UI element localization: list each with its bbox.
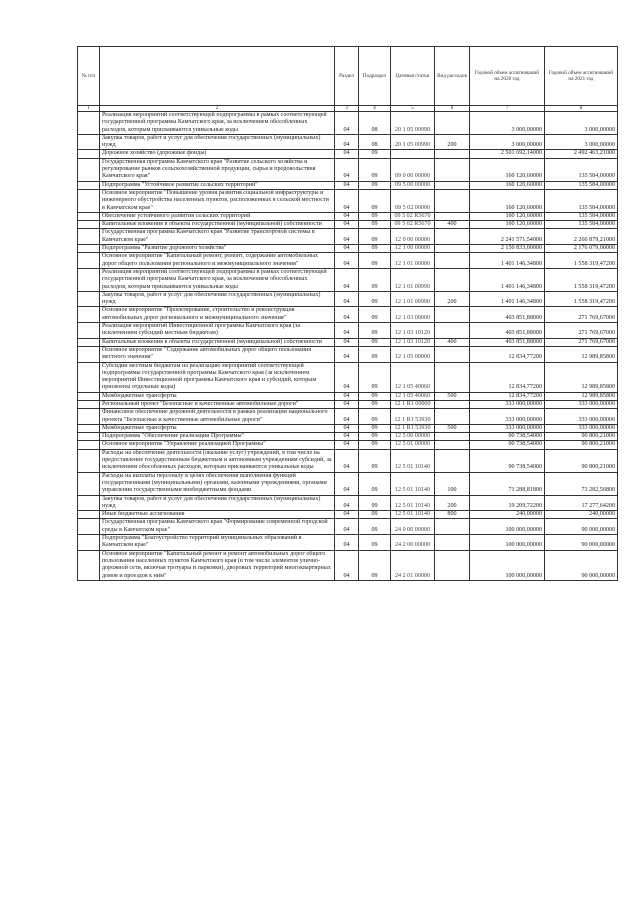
row-celevaya-statya: 20 1 05 00990 (391, 134, 435, 150)
row-amount-2020: 403 851,88000 (470, 338, 545, 346)
row-razdel: 04 (335, 158, 359, 181)
row-razdel: 04 (335, 519, 359, 535)
column-number: 7 (470, 106, 545, 112)
row-amount-2021: 90 800,21000 (545, 433, 618, 441)
row-amount-2020: 403 851,88000 (470, 307, 545, 323)
row-vid-raskhodov (435, 212, 470, 220)
row-podrazdel: 09 (359, 268, 391, 291)
row-amount-2021: 135 584,00000 (545, 158, 618, 181)
row-vid-raskhodov: 500 (435, 424, 470, 432)
row-razdel: 04 (335, 449, 359, 472)
row-number (78, 519, 100, 535)
row-razdel: 04 (335, 550, 359, 580)
row-amount-2021: 12 989,85800 (545, 392, 618, 400)
row-amount-2021: 90 800,21000 (545, 441, 618, 449)
row-name: Обеспечение устойчивого развития сельских территорий (100, 212, 335, 220)
row-vid-raskhodov (435, 189, 470, 212)
row-number (78, 245, 100, 253)
header-podrazdel: Подраздел (359, 47, 391, 106)
row-celevaya-statya: 12 1 05 00000 (391, 346, 435, 362)
row-celevaya-statya: 12 1 01 00000 (391, 253, 435, 269)
row-razdel: 04 (335, 424, 359, 432)
row-vid-raskhodov (435, 323, 470, 339)
row-name: Подпрограмма "Устойчивое развитие сельских территорий" (100, 181, 335, 189)
row-amount-2020: 2 150 833,00000 (470, 245, 545, 253)
row-amount-2021: 135 584,00000 (545, 212, 618, 220)
row-name: Межбюджетные трансферты (100, 392, 335, 400)
column-number: 5 (391, 106, 435, 112)
row-celevaya-statya: 09 5 00 00000 (391, 181, 435, 189)
row-number (78, 291, 100, 307)
row-vid-raskhodov (435, 158, 470, 181)
column-number: 8 (545, 106, 618, 112)
row-amount-2021: 90 000,00000 (545, 535, 618, 551)
table-row (78, 550, 618, 580)
row-number (78, 134, 100, 150)
row-razdel: 04 (335, 441, 359, 449)
row-razdel: 04 (335, 362, 359, 392)
row-razdel: 04 (335, 245, 359, 253)
table-row (78, 134, 618, 150)
row-podrazdel: 09 (359, 441, 391, 449)
row-name: Капитальные вложения в объекты государственной (муниципальной) собственности (100, 221, 335, 229)
row-razdel: 04 (335, 392, 359, 400)
row-name: Дорожное хозяйство (дорожные фонды) (100, 150, 335, 158)
row-celevaya-statya (391, 150, 435, 158)
row-razdel: 04 (335, 212, 359, 220)
row-name: Закупка товаров, работ и услуг для обеспечения государственных (муниципальных) нужд (100, 291, 335, 307)
row-podrazdel: 09 (359, 181, 391, 189)
row-name: Расходы на выплаты персоналу в целях обеспечения выполнения функций государственными (муниципальными) органами, казенными учреждениями, органами управления государственными внебюджетными фондами (100, 472, 335, 495)
row-celevaya-statya: 09 5 02 R5670 (391, 212, 435, 220)
row-podrazdel: 08 (359, 134, 391, 150)
table-row (78, 362, 618, 392)
row-vid-raskhodov (435, 409, 470, 425)
row-name: Капитальные вложения в объекты государственной (муниципальной) собственности (100, 338, 335, 346)
table-row (78, 229, 618, 245)
row-vid-raskhodov (435, 181, 470, 189)
row-podrazdel: 09 (359, 346, 391, 362)
row-name: Подпрограмма "Развитие дорожного хозяйства" (100, 245, 335, 253)
row-number (78, 189, 100, 212)
row-podrazdel: 09 (359, 511, 391, 519)
row-razdel: 04 (335, 134, 359, 150)
row-razdel: 04 (335, 253, 359, 269)
table-body (78, 106, 618, 581)
row-name: Основное мероприятие "Управление реализацией Программы" (100, 441, 335, 449)
row-number (78, 181, 100, 189)
table-row (78, 400, 618, 408)
row-celevaya-statya: 24 2 00 00000 (391, 535, 435, 551)
column-number: 2 (100, 106, 335, 112)
row-celevaya-statya: 12 1 R1 53930 (391, 409, 435, 425)
row-podrazdel: 09 (359, 212, 391, 220)
column-number: 1 (78, 106, 100, 112)
table-row (78, 424, 618, 432)
row-amount-2020: 160 120,60000 (470, 221, 545, 229)
table-row (78, 338, 618, 346)
table-row (78, 189, 618, 212)
row-celevaya-statya: 12 1 R1 00000 (391, 400, 435, 408)
row-amount-2020: 333 000,00000 (470, 400, 545, 408)
row-amount-2021: 271 769,67000 (545, 323, 618, 339)
row-amount-2021: 2 492 463,21000 (545, 150, 618, 158)
row-celevaya-statya: 09 5 02 R5670 (391, 221, 435, 229)
row-amount-2021: 90 800,21000 (545, 449, 618, 472)
row-podrazdel: 09 (359, 189, 391, 212)
table-row (78, 409, 618, 425)
row-amount-2021: 333 000,00000 (545, 400, 618, 408)
row-amount-2020: 333 000,00000 (470, 409, 545, 425)
row-amount-2020: 160 120,60000 (470, 189, 545, 212)
row-razdel: 04 (335, 433, 359, 441)
row-vid-raskhodov (435, 449, 470, 472)
row-podrazdel: 09 (359, 424, 391, 432)
row-amount-2021: 2 266 879,21000 (545, 229, 618, 245)
row-podrazdel: 09 (359, 519, 391, 535)
row-name: Реализация мероприятий соответствующей подпрограммы в рамках соответствующей государственной программы Камчатского края, за исключением обособленных расходов, которым присваиваются уникальные коды (100, 268, 335, 291)
table-row (78, 253, 618, 269)
row-amount-2021: 17 277,64200 (545, 495, 618, 511)
row-name: Основное мероприятие "Капитальный ремонт и ремонт автомобильных дорог общего пользования населенных пунктов Камчатского края (в том числе элементов улично-дорожной сети, включая тротуары и парковки), дворовых территорий многоквартирных домов и проездов к ним" (100, 550, 335, 580)
row-vid-raskhodov (435, 253, 470, 269)
row-razdel: 04 (335, 291, 359, 307)
row-celevaya-statya: 12 1 00 00000 (391, 245, 435, 253)
row-vid-raskhodov: 200 (435, 134, 470, 150)
row-name: Государственная программа Камчатского края "Формирование современной городской среды в Камчатском крае" (100, 519, 335, 535)
row-vid-raskhodov (435, 433, 470, 441)
row-amount-2020: 160 120,60000 (470, 158, 545, 181)
row-number (78, 338, 100, 346)
row-number (78, 472, 100, 495)
row-number (78, 221, 100, 229)
table-row (78, 221, 618, 229)
row-celevaya-statya: 12 5 01 10140 (391, 472, 435, 495)
row-amount-2021: 135 584,00000 (545, 221, 618, 229)
row-name: Межбюджетные трансферты (100, 424, 335, 432)
row-razdel: 04 (335, 307, 359, 323)
row-celevaya-statya: 12 5 00 00000 (391, 433, 435, 441)
table-row (78, 346, 618, 362)
row-vid-raskhodov (435, 268, 470, 291)
row-name: Государственная программа Камчатского края "Развитие транспортной системы в Камчатском крае" (100, 229, 335, 245)
row-number (78, 511, 100, 519)
row-amount-2020: 90 738,54000 (470, 441, 545, 449)
row-vid-raskhodov (435, 362, 470, 392)
table-row (78, 150, 618, 158)
row-amount-2021: 12 989,85800 (545, 362, 618, 392)
row-vid-raskhodov (435, 112, 470, 135)
row-amount-2020: 2 501 692,14000 (470, 150, 545, 158)
row-number (78, 441, 100, 449)
row-podrazdel: 09 (359, 291, 391, 307)
table-row (78, 511, 618, 519)
column-number: 6 (435, 106, 470, 112)
row-amount-2020: 160 120,60000 (470, 181, 545, 189)
row-vid-raskhodov (435, 150, 470, 158)
row-razdel: 04 (335, 268, 359, 291)
row-celevaya-statya: 12 1 03 10120 (391, 338, 435, 346)
row-razdel: 04 (335, 338, 359, 346)
row-amount-2021: 1 558 319,47200 (545, 291, 618, 307)
row-razdel: 04 (335, 229, 359, 245)
row-vid-raskhodov (435, 346, 470, 362)
row-number (78, 307, 100, 323)
row-razdel: 04 (335, 400, 359, 408)
row-amount-2020: 1 401 146,34800 (470, 291, 545, 307)
row-amount-2020: 71 288,81800 (470, 472, 545, 495)
row-vid-raskhodov (435, 441, 470, 449)
row-amount-2020: 1 401 146,34800 (470, 268, 545, 291)
row-podrazdel: 09 (359, 472, 391, 495)
table-row (78, 245, 618, 253)
budget-table (77, 46, 618, 581)
table-row (78, 441, 618, 449)
row-podrazdel: 09 (359, 338, 391, 346)
row-amount-2020: 90 738,54000 (470, 449, 545, 472)
row-celevaya-statya: 20 1 05 00990 (391, 112, 435, 135)
row-amount-2020: 100 000,00000 (470, 519, 545, 535)
row-amount-2021: 3 000,00000 (545, 134, 618, 150)
row-podrazdel: 09 (359, 495, 391, 511)
row-number (78, 550, 100, 580)
row-number (78, 495, 100, 511)
row-number (78, 449, 100, 472)
row-name: Подпрограмма "Благоустройство территорий муниципальных образований в Камчатском крае" (100, 535, 335, 551)
row-celevaya-statya: 09 0 00 00000 (391, 158, 435, 181)
header-vid: Вид расходов (435, 47, 470, 106)
row-razdel: 04 (335, 112, 359, 135)
row-amount-2020: 333 000,00000 (470, 424, 545, 432)
table-row (78, 392, 618, 400)
row-name: Основное мероприятие "Капитальный ремонт, ремонт, содержание автомобильных дорог общего пользования регионального и межмуниципального значения" (100, 253, 335, 269)
row-razdel: 04 (335, 472, 359, 495)
row-vid-raskhodov (435, 245, 470, 253)
row-number (78, 362, 100, 392)
column-number: 4 (359, 106, 391, 112)
table-row (78, 307, 618, 323)
row-amount-2020: 3 000,00000 (470, 112, 545, 135)
row-amount-2020: 160 120,60000 (470, 212, 545, 220)
row-name: Финансовое обеспечение дорожной деятельности в рамках реализации национального проекта "Безопасные и качественные автомобильные дороги" (100, 409, 335, 425)
row-number (78, 409, 100, 425)
row-name: Региональный проект "Безопасные и качественные автомобильные дороги" (100, 400, 335, 408)
row-podrazdel: 09 (359, 307, 391, 323)
row-amount-2020: 1 401 146,34800 (470, 253, 545, 269)
header-name (100, 47, 335, 106)
row-celevaya-statya: 12 5 01 10140 (391, 495, 435, 511)
row-vid-raskhodov (435, 229, 470, 245)
row-number (78, 323, 100, 339)
table-row (78, 323, 618, 339)
row-vid-raskhodov: 800 (435, 511, 470, 519)
row-number (78, 346, 100, 362)
row-number (78, 253, 100, 269)
row-podrazdel: 09 (359, 400, 391, 408)
row-razdel: 04 (335, 181, 359, 189)
row-vid-raskhodov (435, 550, 470, 580)
row-celevaya-statya: 12 1 01 00990 (391, 268, 435, 291)
row-amount-2020: 403 851,88000 (470, 323, 545, 339)
row-amount-2021: 2 176 079,00000 (545, 245, 618, 253)
row-amount-2021: 333 000,00000 (545, 409, 618, 425)
header-2021: Годовой объем ассигнований на 2021 год (545, 47, 618, 106)
row-name: Реализация мероприятий соответствующей подпрограммы в рамках соответствующей государственной программы Камчатского края, за исключением обособленных расходов, которым присваиваются уникальные коды (100, 112, 335, 135)
row-number (78, 424, 100, 432)
header-razdel: Раздел (335, 47, 359, 106)
row-amount-2020: 2 241 571,54000 (470, 229, 545, 245)
row-podrazdel: 09 (359, 245, 391, 253)
row-celevaya-statya: 12 1 R1 53930 (391, 424, 435, 432)
row-amount-2021: 240,00000 (545, 511, 618, 519)
table-row (78, 449, 618, 472)
row-vid-raskhodov: 100 (435, 472, 470, 495)
row-amount-2021: 135 584,00000 (545, 189, 618, 212)
row-name: Основное мероприятие "Проектирование, строительство и реконструкция автомобильных дорог регионального и межмуниципального значения" (100, 307, 335, 323)
row-vid-raskhodov (435, 519, 470, 535)
row-number (78, 433, 100, 441)
row-number (78, 535, 100, 551)
row-celevaya-statya: 24 0 00 00000 (391, 519, 435, 535)
row-podrazdel: 09 (359, 409, 391, 425)
row-name: Подпрограмма "Обеспечение реализации Программы" (100, 433, 335, 441)
table-row (78, 472, 618, 495)
row-celevaya-statya: 12 5 01 10140 (391, 511, 435, 519)
row-amount-2021: 12 989,85800 (545, 346, 618, 362)
row-celevaya-statya: 12 0 00 00000 (391, 229, 435, 245)
table-header-row (78, 47, 618, 106)
row-podrazdel: 09 (359, 158, 391, 181)
row-name: Государственная программа Камчатского края "Развитие сельского хозяйства и регулирование рынков сельскохозяйственной продукции, сырья и продовольствия Камчатского края" (100, 158, 335, 181)
row-amount-2021: 90 000,00000 (545, 550, 618, 580)
row-razdel: 04 (335, 346, 359, 362)
row-podrazdel: 09 (359, 550, 391, 580)
row-podrazdel: 09 (359, 535, 391, 551)
row-amount-2021: 73 282,56800 (545, 472, 618, 495)
row-number (78, 150, 100, 158)
row-amount-2020: 100 000,00000 (470, 550, 545, 580)
row-podrazdel: 09 (359, 253, 391, 269)
row-amount-2020: 240,00000 (470, 511, 545, 519)
table-row (78, 433, 618, 441)
row-razdel: 04 (335, 189, 359, 212)
row-razdel: 04 (335, 323, 359, 339)
row-podrazdel: 09 (359, 323, 391, 339)
row-amount-2020: 12 834,77200 (470, 392, 545, 400)
table-row (78, 181, 618, 189)
row-name: Реализация мероприятий Инвестиционной программы Камчатского края (за исключением субсидий местным бюджетам) (100, 323, 335, 339)
row-name: Расходы на обеспечение деятельности (оказание услуг) учреждений, в том числе на предоставление государственным бюджетным и автономным учреждениям субсидий, за исключением обособленных расходов, которым присваиваются уникальные коды (100, 449, 335, 472)
row-amount-2021: 135 584,00000 (545, 181, 618, 189)
row-celevaya-statya: 12 5 01 10140 (391, 449, 435, 472)
row-celevaya-statya: 12 1 05 40060 (391, 362, 435, 392)
row-number (78, 229, 100, 245)
table-row (78, 535, 618, 551)
row-amount-2021: 1 558 319,47200 (545, 268, 618, 291)
row-celevaya-statya: 12 1 01 00990 (391, 291, 435, 307)
table-row (78, 291, 618, 307)
row-vid-raskhodov: 500 (435, 392, 470, 400)
row-podrazdel: 09 (359, 433, 391, 441)
row-podrazdel: 09 (359, 229, 391, 245)
row-amount-2021: 90 000,00000 (545, 519, 618, 535)
row-number (78, 392, 100, 400)
row-celevaya-statya: 24 2 01 00000 (391, 550, 435, 580)
row-razdel: 04 (335, 150, 359, 158)
row-name: Основное мероприятие "Содержание автомобильных дорог общего пользования местного значения" (100, 346, 335, 362)
row-number (78, 400, 100, 408)
row-razdel: 04 (335, 409, 359, 425)
row-name: Закупка товаров, работ и услуг для обеспечения государственных (муниципальных) нужд (100, 495, 335, 511)
row-amount-2021: 3 000,00000 (545, 112, 618, 135)
row-vid-raskhodov (435, 307, 470, 323)
table-row (78, 158, 618, 181)
row-podrazdel: 09 (359, 150, 391, 158)
row-razdel: 04 (335, 535, 359, 551)
row-celevaya-statya: 12 1 03 10120 (391, 323, 435, 339)
row-name: Закупка товаров, работ и услуг для обеспечения государственных (муниципальных) нужд (100, 134, 335, 150)
row-amount-2020: 100 000,00000 (470, 535, 545, 551)
row-podrazdel: 09 (359, 221, 391, 229)
row-amount-2021: 271 769,67000 (545, 307, 618, 323)
row-vid-raskhodov: 400 (435, 221, 470, 229)
row-number (78, 268, 100, 291)
row-name: Иные бюджетные ассигнования (100, 511, 335, 519)
header-2020: Годовой объем ассигнований на 2020 год (470, 47, 545, 106)
row-podrazdel: 08 (359, 112, 391, 135)
header-num: № п/п (78, 47, 100, 106)
table-row (78, 112, 618, 135)
row-number (78, 212, 100, 220)
row-name: Основное мероприятие "Повышение уровня развития социальной инфраструктуры и инженерного обустройства населенных пунктов, расположенных в сельской местности в Камчатском крае" (100, 189, 335, 212)
row-amount-2020: 19 209,72200 (470, 495, 545, 511)
row-vid-raskhodov: 400 (435, 338, 470, 346)
row-number (78, 158, 100, 181)
row-celevaya-statya: 12 1 03 00000 (391, 307, 435, 323)
row-vid-raskhodov (435, 535, 470, 551)
row-razdel: 04 (335, 495, 359, 511)
row-celevaya-statya: 12 5 01 00000 (391, 441, 435, 449)
column-number: 3 (335, 106, 359, 112)
row-number (78, 112, 100, 135)
row-amount-2020: 12 834,77200 (470, 346, 545, 362)
row-amount-2020: 12 834,77200 (470, 362, 545, 392)
row-amount-2021: 271 769,67000 (545, 338, 618, 346)
table-row (78, 268, 618, 291)
row-podrazdel: 09 (359, 392, 391, 400)
row-vid-raskhodov: 200 (435, 291, 470, 307)
row-name: Субсидии местным бюджетам на реализацию мероприятий соответствующей подпрограммы государственной программы Камчатского края (за исключением мероприятий Инвестиционной программы Камчатского края и субсидий, которым присвоены отдельные коды) (100, 362, 335, 392)
row-amount-2021: 333 000,00000 (545, 424, 618, 432)
table-row (78, 212, 618, 220)
header-celevaya: Целевая статья (391, 47, 435, 106)
table-row (78, 495, 618, 511)
row-vid-raskhodov (435, 400, 470, 408)
row-podrazdel: 09 (359, 362, 391, 392)
row-podrazdel: 09 (359, 449, 391, 472)
row-razdel: 04 (335, 511, 359, 519)
row-vid-raskhodov: 200 (435, 495, 470, 511)
row-celevaya-statya: 12 1 05 40060 (391, 392, 435, 400)
row-amount-2020: 3 000,00000 (470, 134, 545, 150)
row-amount-2020: 90 738,54000 (470, 433, 545, 441)
row-razdel: 04 (335, 221, 359, 229)
table-row (78, 519, 618, 535)
row-celevaya-statya: 09 5 02 00000 (391, 189, 435, 212)
row-amount-2021: 1 558 319,47200 (545, 253, 618, 269)
